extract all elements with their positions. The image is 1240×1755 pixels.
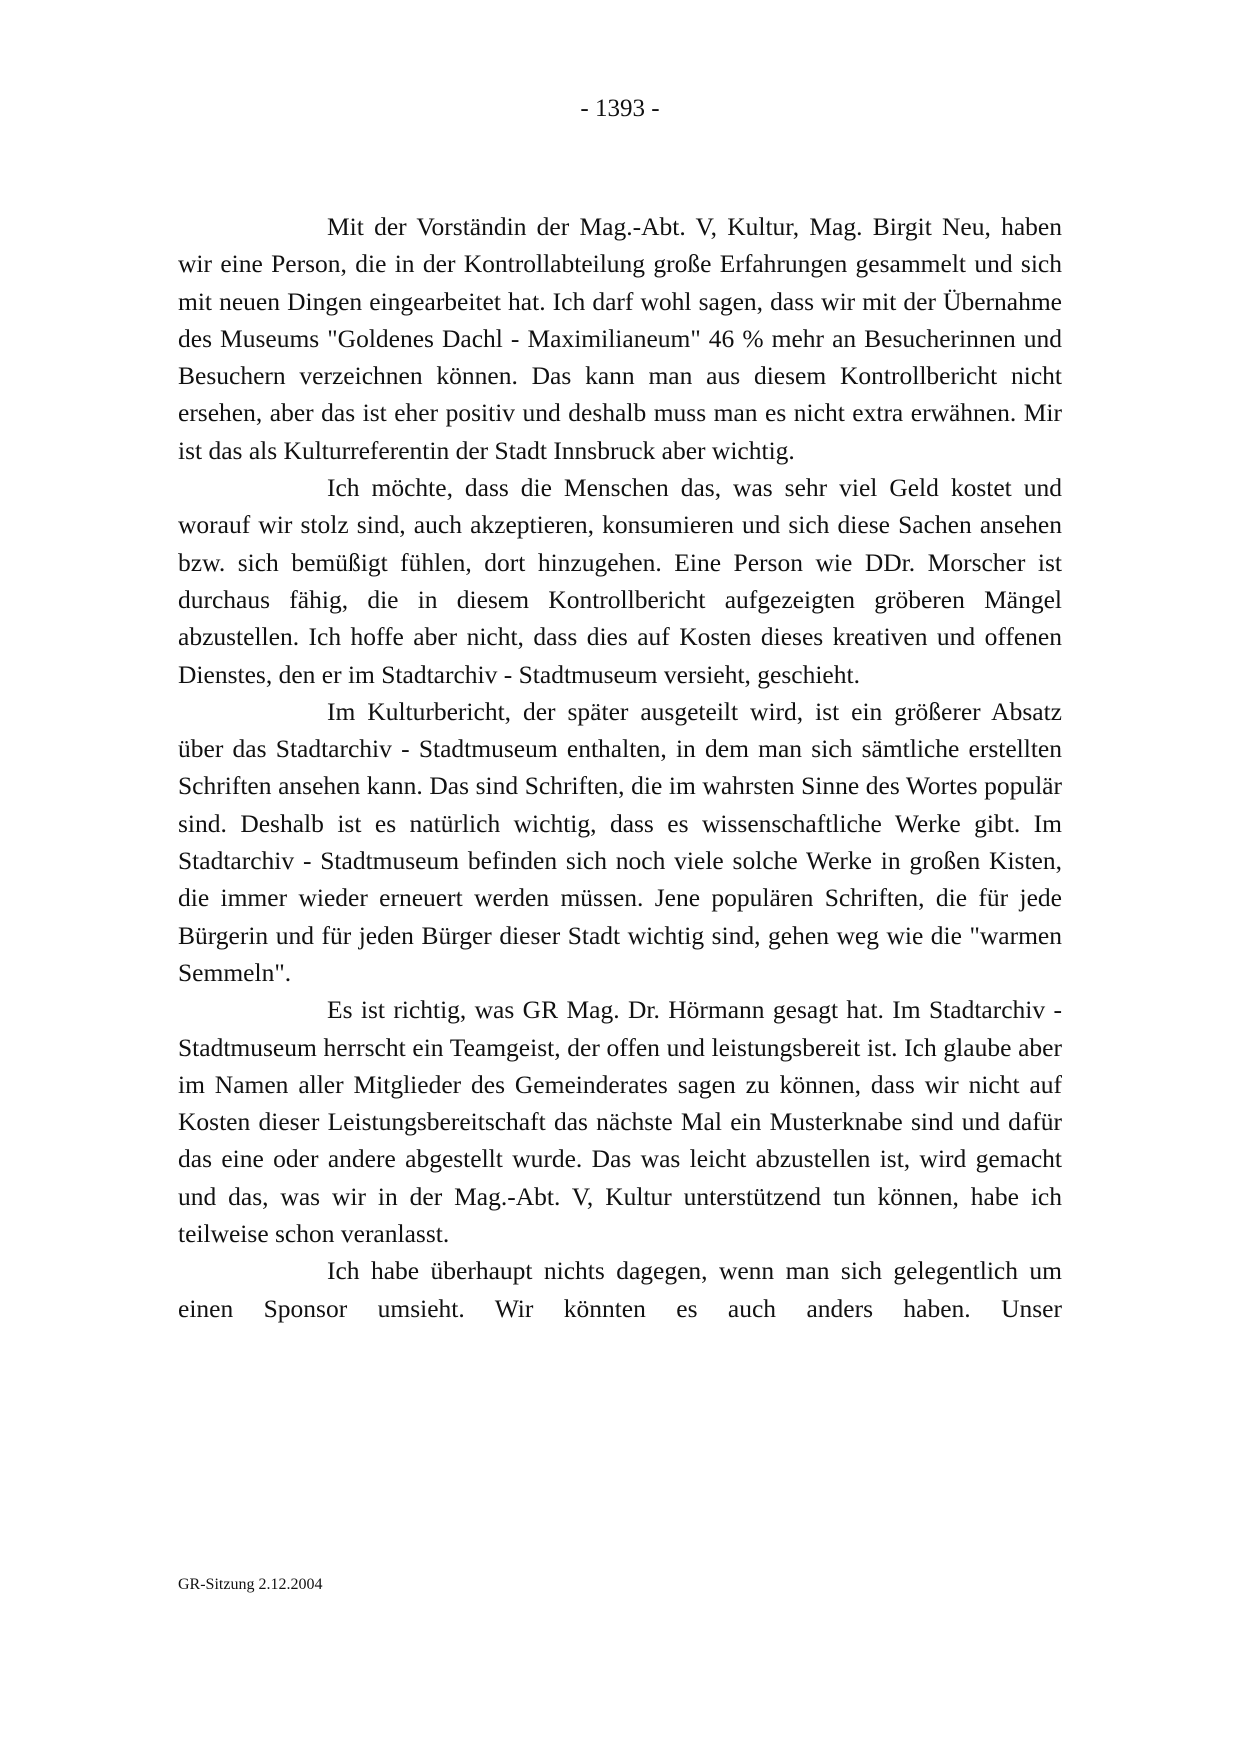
page-number: - 1393 - xyxy=(580,95,660,122)
paragraph: Mit der Vorständin der Mag.-Abt. V, Kultur, Mag. Birgit Neu, haben wir eine Person, die in der Kontrollabteilung große Erfahrungen gesammelt und sich mit neuen Dingen eingearbeitet hat. Ich darf wohl sagen, dass wir mit der Übernahme des Museums "Goldenes Dachl - Maximilianeum" 46 % mehr an Besucherinnen und Besuchern verzeichnen können. Das kann man aus diesem Kontrollbericht nicht ersehen, aber das ist eher positiv und deshalb muss man es nicht extra erwähnen. Mir ist das als Kulturreferentin der Stadt Innsbruck aber wichtig. xyxy=(178,212,1062,465)
body-text xyxy=(178,208,1062,1327)
paragraph: Ich möchte, dass die Menschen das, was sehr viel Geld kostet und worauf wir stolz sind, auch akzeptieren, konsumieren und sich diese Sachen ansehen bzw. sich bemüßigt fühlen, dort hinzugehen. Eine Person wie DDr. Morscher ist durchaus fähig, die in diesem Kontrollbericht aufgezeigten gröberen Mängel abzustellen. Ich hoffe aber nicht, dass dies auf Kosten dieses kreativen und offenen Dienstes, den er im Stadtarchiv - Stadtmuseum versieht, geschieht. xyxy=(178,473,1062,689)
paragraph: Im Kulturbericht, der später ausgeteilt wird, ist ein größerer Absatz über das Stadtarchiv - Stadtmuseum enthalten, in dem man sich sämtliche erstellten Schriften ansehen kann. Das sind Schriften, die im wahrsten Sinne des Wortes populär sind. Deshalb ist es natürlich wichtig, dass es wissenschaftliche Werke gibt. Im Stadtarchiv - Stadtmuseum befinden sich noch viele solche Werke in großen Kisten, die immer wieder erneuert werden müssen. Jene populären Schriften, die für jede Bürgerin und für jeden Bürger dieser Stadt wichtig sind, gehen weg wie die "warmen Semmeln". xyxy=(178,696,1062,987)
footer-session: GR-Sitzung 2.12.2004 xyxy=(178,1576,323,1593)
paragraph: Ich habe überhaupt nichts dagegen, wenn man sich gelegentlich um einen Sponsor umsieht. Wir könnten es auch anders haben. Unser xyxy=(178,1256,1062,1323)
paragraph: Es ist richtig, was GR Mag. Dr. Hörmann gesagt hat. Im Stadtarchiv - Stadtmuseum herrscht ein Teamgeist, der offen und leistungsbereit ist. Ich glaube aber im Namen aller Mitglieder des Gemeinderates sagen zu können, dass wir nicht auf Kosten dieser Leistungsbereitschaft das nächste Mal ein Musterknabe sind und dafür das eine oder andere abgestellt wurde. Das was leicht abzustellen ist, wird gemacht und das, was wir in der Mag.-Abt. V, Kultur unterstützend tun können, habe ich teilweise schon veranlasst. xyxy=(178,995,1062,1249)
